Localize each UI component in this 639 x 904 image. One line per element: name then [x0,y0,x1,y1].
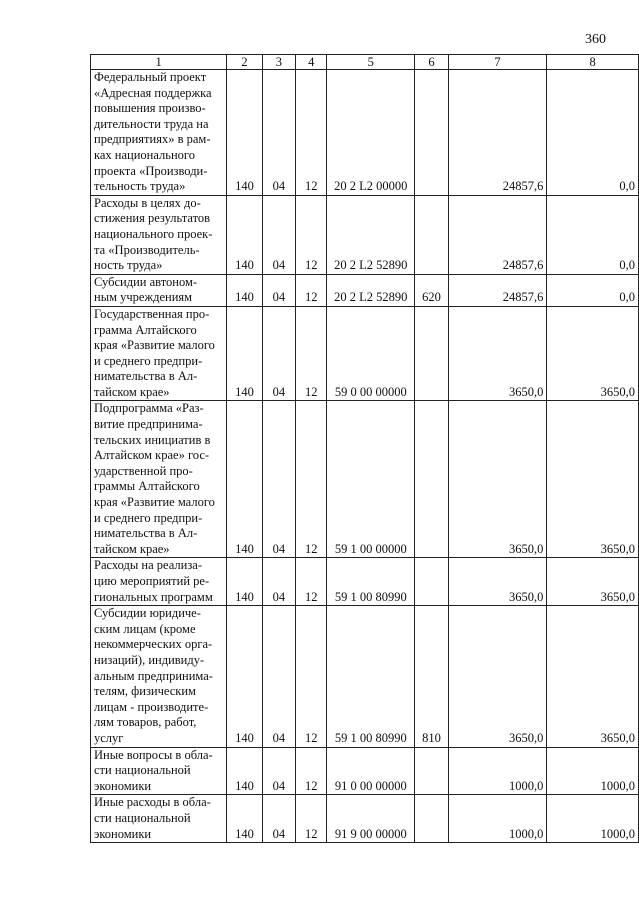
row-name-cell: Субсидии юридиче- ским лицам (кроме некоммерческих орга- низаций), индивиду- альным предпринима- телям, физическим лицам - производите- лям товаров, работ, услуг [91,606,227,747]
section-code-cell: 04 [262,606,295,747]
table-header-row [91,55,639,70]
section-code-cell: 04 [262,70,295,196]
column-header: 5 [327,55,415,70]
section-code-cell: 04 [262,306,295,401]
subsection-code-cell: 12 [296,274,327,306]
subsection-code-cell: 12 [296,195,327,274]
column-header: 8 [547,55,639,70]
amount-year2-cell: 0,0 [547,70,639,196]
target-article-cell: 59 1 00 00000 [327,401,415,558]
target-article-cell: 59 1 00 80990 [327,606,415,747]
amount-year2-cell: 3650,0 [547,558,639,606]
expense-type-cell [415,747,449,795]
table-row [91,195,639,274]
expense-type-cell [415,70,449,196]
row-name-cell: Федеральный проект «Адресная поддержка повышения произво- дительности труда на предприятиях» в рам- ках национального проекта «Производи- тельность труда» [91,70,227,196]
row-name-cell: Иные вопросы в обла- сти национальной экономики [91,747,227,795]
subsection-code-cell: 12 [296,70,327,196]
ministry-code-cell: 140 [227,795,263,843]
expense-type-cell [415,306,449,401]
column-header: 3 [262,55,295,70]
ministry-code-cell: 140 [227,70,263,196]
amount-year2-cell: 0,0 [547,274,639,306]
amount-year1-cell: 1000,0 [448,747,547,795]
amount-year2-cell: 1000,0 [547,747,639,795]
column-header: 4 [296,55,327,70]
column-header: 1 [91,55,227,70]
amount-year2-cell: 1000,0 [547,795,639,843]
expense-type-cell [415,195,449,274]
amount-year1-cell: 24857,6 [448,70,547,196]
amount-year2-cell: 3650,0 [547,401,639,558]
ministry-code-cell: 140 [227,274,263,306]
row-name-cell: Расходы на реализа- цию мероприятий ре- гиональных программ [91,558,227,606]
expense-type-cell [415,558,449,606]
table-row [91,274,639,306]
ministry-code-cell: 140 [227,606,263,747]
amount-year1-cell: 24857,6 [448,195,547,274]
table-row [91,558,639,606]
section-code-cell: 04 [262,401,295,558]
section-code-cell: 04 [262,195,295,274]
subsection-code-cell: 12 [296,606,327,747]
row-name-cell: Государственная про- грамма Алтайского края «Развитие малого и среднего предпри- нимательства в Ал- тайском крае» [91,306,227,401]
target-article-cell: 91 9 00 00000 [327,795,415,843]
amount-year2-cell: 3650,0 [547,306,639,401]
amount-year1-cell: 3650,0 [448,401,547,558]
section-code-cell: 04 [262,558,295,606]
ministry-code-cell: 140 [227,401,263,558]
budget-table [90,54,639,843]
target-article-cell: 91 0 00 00000 [327,747,415,795]
table-row [91,606,639,747]
column-header: 2 [227,55,263,70]
subsection-code-cell: 12 [296,306,327,401]
amount-year1-cell: 1000,0 [448,795,547,843]
column-header: 7 [448,55,547,70]
expense-type-cell: 620 [415,274,449,306]
subsection-code-cell: 12 [296,795,327,843]
section-code-cell: 04 [262,747,295,795]
ministry-code-cell: 140 [227,747,263,795]
section-code-cell: 04 [262,795,295,843]
row-name-cell: Подпрограмма «Раз- витие предпринима- тельских инициатив в Алтайском крае» гос- ударственной про- граммы Алтайского края «Развитие малого и среднего предпри- нимательства в Ал- тайском крае» [91,401,227,558]
subsection-code-cell: 12 [296,558,327,606]
expense-type-cell [415,795,449,843]
amount-year1-cell: 24857,6 [448,274,547,306]
table-row [91,401,639,558]
amount-year1-cell: 3650,0 [448,558,547,606]
ministry-code-cell: 140 [227,195,263,274]
section-code-cell: 04 [262,274,295,306]
subsection-code-cell: 12 [296,747,327,795]
column-header: 6 [415,55,449,70]
table-row [91,747,639,795]
ministry-code-cell: 140 [227,306,263,401]
amount-year1-cell: 3650,0 [448,306,547,401]
table-row [91,70,639,196]
target-article-cell: 20 2 L2 52890 [327,195,415,274]
target-article-cell: 20 2 L2 52890 [327,274,415,306]
amount-year2-cell: 3650,0 [547,606,639,747]
row-name-cell: Иные расходы в обла- сти национальной экономики [91,795,227,843]
subsection-code-cell: 12 [296,401,327,558]
expense-type-cell: 810 [415,606,449,747]
target-article-cell: 20 2 L2 00000 [327,70,415,196]
row-name-cell: Субсидии автоном- ным учреждениям [91,274,227,306]
amount-year2-cell: 0,0 [547,195,639,274]
target-article-cell: 59 0 00 00000 [327,306,415,401]
target-article-cell: 59 1 00 80990 [327,558,415,606]
amount-year1-cell: 3650,0 [448,606,547,747]
expense-type-cell [415,401,449,558]
row-name-cell: Расходы в целях до- стижения результатов национального проек- та «Производитель- ность труда» [91,195,227,274]
table-row [91,795,639,843]
ministry-code-cell: 140 [227,558,263,606]
page-number: 360 [585,32,606,47]
table-row [91,306,639,401]
